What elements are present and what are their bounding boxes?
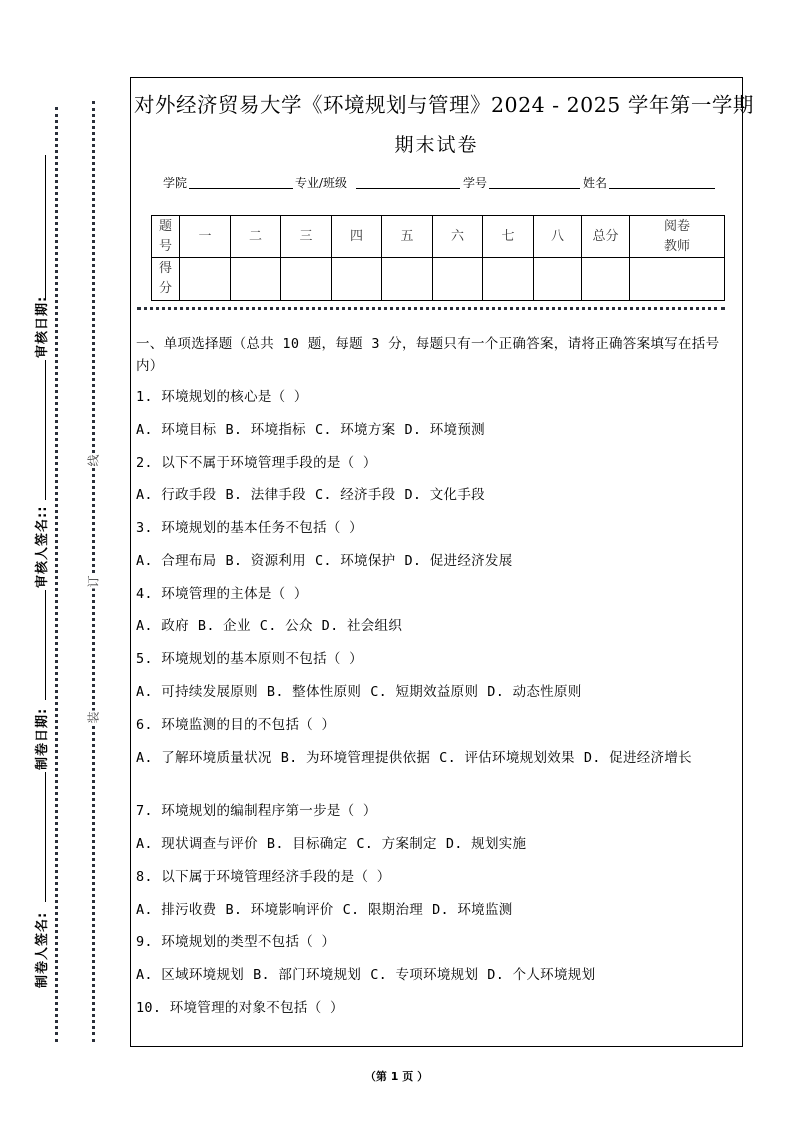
review-date-label: 审核日期: [35,295,50,358]
question-6-options [136,747,740,769]
question-4-stem: 4. 环境管理的主体是（ ） [136,586,308,602]
score-table-header-row [152,216,725,258]
question-7-stem: 7. 环境规划的编制程序第一步是（ ） [136,803,377,819]
score-cell-2[interactable] [231,258,281,301]
q9-option-b[interactable]: B. 部门环境规划 [253,967,362,983]
cut-mark-bind: 订 [86,575,101,588]
col-header-5: 五 [382,216,433,258]
score-cell-4[interactable] [332,258,382,301]
q9-option-a[interactable]: A. 区域环境规划 [136,967,245,983]
q7-option-d[interactable]: D. 规划实施 [445,836,527,852]
question-3-options [136,550,740,572]
question-5-options [136,681,740,703]
col-header-7: 七 [483,216,534,258]
col-header-2: 二 [231,216,281,258]
q4-option-c[interactable]: C. 公众 [259,618,313,634]
question-number-header: 题 号 [152,216,180,258]
field-input-major-class[interactable] [356,188,460,189]
q8-option-a[interactable]: A. 排污收费 [136,902,217,918]
question-1-options [136,419,740,441]
field-label-student-id: 学号 [463,176,488,190]
question-2-stem: 2. 以下不属于环境管理手段的是（ ） [136,455,377,471]
prep-date-label: 制卷日期: [35,707,50,770]
q4-option-b[interactable]: B. 企业 [197,618,251,634]
q2-option-d[interactable]: D. 文化手段 [404,487,485,503]
q7-option-a[interactable]: A. 现状调查与评价 [136,836,258,852]
score-cell-3[interactable] [281,258,332,301]
q6-option-d[interactable]: D. 促进经济增长 [583,750,692,766]
page-number: （第 1 页 ） [364,1070,429,1083]
q2-option-b[interactable]: B. 法律手段 [225,487,306,503]
question-1-stem: 1. 环境规划的核心是（ ） [136,389,308,405]
q6-option-c[interactable]: C. 评估环境规划效果 [439,750,575,766]
seal-dotted-line-inner [55,107,58,1042]
score-cell-8[interactable] [534,258,582,301]
question-4-options [136,615,740,637]
q7-option-b[interactable]: B. 目标确定 [266,836,348,852]
col-header-grader: 阅卷 教师 [630,216,725,258]
score-cell-total[interactable] [582,258,630,301]
q4-option-a[interactable]: A. 政府 [136,618,189,634]
q3-option-d[interactable]: D. 促进经济发展 [404,553,513,569]
question-8-options [136,899,740,921]
review-date-line [45,155,46,300]
question-10-stem: 10. 环境管理的对象不包括（ ） [136,1000,344,1016]
col-header-1: 一 [180,216,231,258]
question-9-stem: 9. 环境规划的类型不包括（ ） [136,934,336,950]
cut-mark-line: 线 [86,454,101,467]
seal-dotted-line-outer [92,101,95,1042]
col-header-total: 总分 [582,216,630,258]
prep-date-line [45,772,46,902]
col-header-6: 六 [433,216,483,258]
q3-option-b[interactable]: B. 资源利用 [225,553,306,569]
q4-option-d[interactable]: D. 社会组织 [321,618,403,634]
reviewer-signature-line-2 [45,590,46,700]
q5-option-c[interactable]: C. 短期效益原则 [370,684,479,700]
q5-option-d[interactable]: D. 动态性原则 [487,684,582,700]
field-input-name[interactable] [609,188,715,189]
col-header-8: 八 [534,216,582,258]
field-input-student-id[interactable] [489,188,580,189]
field-input-college[interactable] [189,188,293,189]
score-table-score-row [152,258,725,301]
question-3-stem: 3. 环境规划的基本任务不包括（ ） [136,520,363,536]
score-cell-1[interactable] [180,258,231,301]
score-row-header: 得 分 [152,258,180,301]
field-label-college: 学院 [163,176,188,190]
question-8-stem: 8. 以下属于环境管理经济手段的是（ ） [136,869,391,885]
q7-option-c[interactable]: C. 方案制定 [356,836,437,852]
q1-option-d[interactable]: D. 环境预测 [404,422,485,438]
reviewer-signature-line [45,360,46,500]
q3-option-c[interactable]: C. 环境保护 [314,553,396,569]
question-9-options [136,964,740,986]
exam-title: 对外经济贸易大学《环境规划与管理》2024 - 2025 学年第一学期 [134,93,754,117]
q2-option-c[interactable]: C. 经济手段 [314,487,396,503]
q9-option-d[interactable]: D. 个人环境规划 [487,967,596,983]
exam-subtitle: 期末试卷 [394,134,479,156]
q8-option-d[interactable]: D. 环境监测 [432,902,513,918]
score-cell-7[interactable] [483,258,534,301]
q6-option-b[interactable]: B. 为环境管理提供依据 [280,750,431,766]
question-2-options [136,484,740,506]
question-7-options [136,833,740,855]
score-cell-6[interactable] [433,258,483,301]
score-cell-grader[interactable] [630,258,725,301]
q1-option-c[interactable]: C. 环境方案 [314,422,396,438]
q5-option-b[interactable]: B. 整体性原则 [266,684,362,700]
q9-option-c[interactable]: C. 专项环境规划 [370,967,479,983]
section1-instructions: 一、单项选择题（总共 10 题，每题 3 分，每题只有一个正确答案，请将正确答案填写在括号内） [136,336,720,374]
q6-option-a[interactable]: A. 了解环境质量状况 [136,750,272,766]
q1-option-b[interactable]: B. 环境指标 [225,422,306,438]
question-5-stem: 5. 环境规划的基本原则不包括（ ） [136,651,363,667]
col-header-4: 四 [332,216,382,258]
q3-option-a[interactable]: A. 合理布局 [136,553,217,569]
field-label-name: 姓名 [583,176,608,190]
q5-option-a[interactable]: A. 可持续发展原则 [136,684,258,700]
question-6-stem: 6. 环境监测的目的不包括（ ） [136,717,336,733]
q2-option-a[interactable]: A. 行政手段 [136,487,217,503]
q8-option-b[interactable]: B. 环境影响评价 [225,902,334,918]
score-cell-5[interactable] [382,258,433,301]
q1-option-a[interactable]: A. 环境目标 [136,422,217,438]
col-header-3: 三 [281,216,332,258]
cut-mark-mount: 装 [86,711,101,724]
score-table [151,215,725,301]
section-divider [137,307,725,310]
reviewer-signature-label: 审核人签名:: [35,505,50,588]
preparer-signature-label: 制卷人签名: [35,911,50,988]
q8-option-c[interactable]: C. 限期治理 [342,902,424,918]
field-label-major-class: 专业/班级 [295,176,348,190]
